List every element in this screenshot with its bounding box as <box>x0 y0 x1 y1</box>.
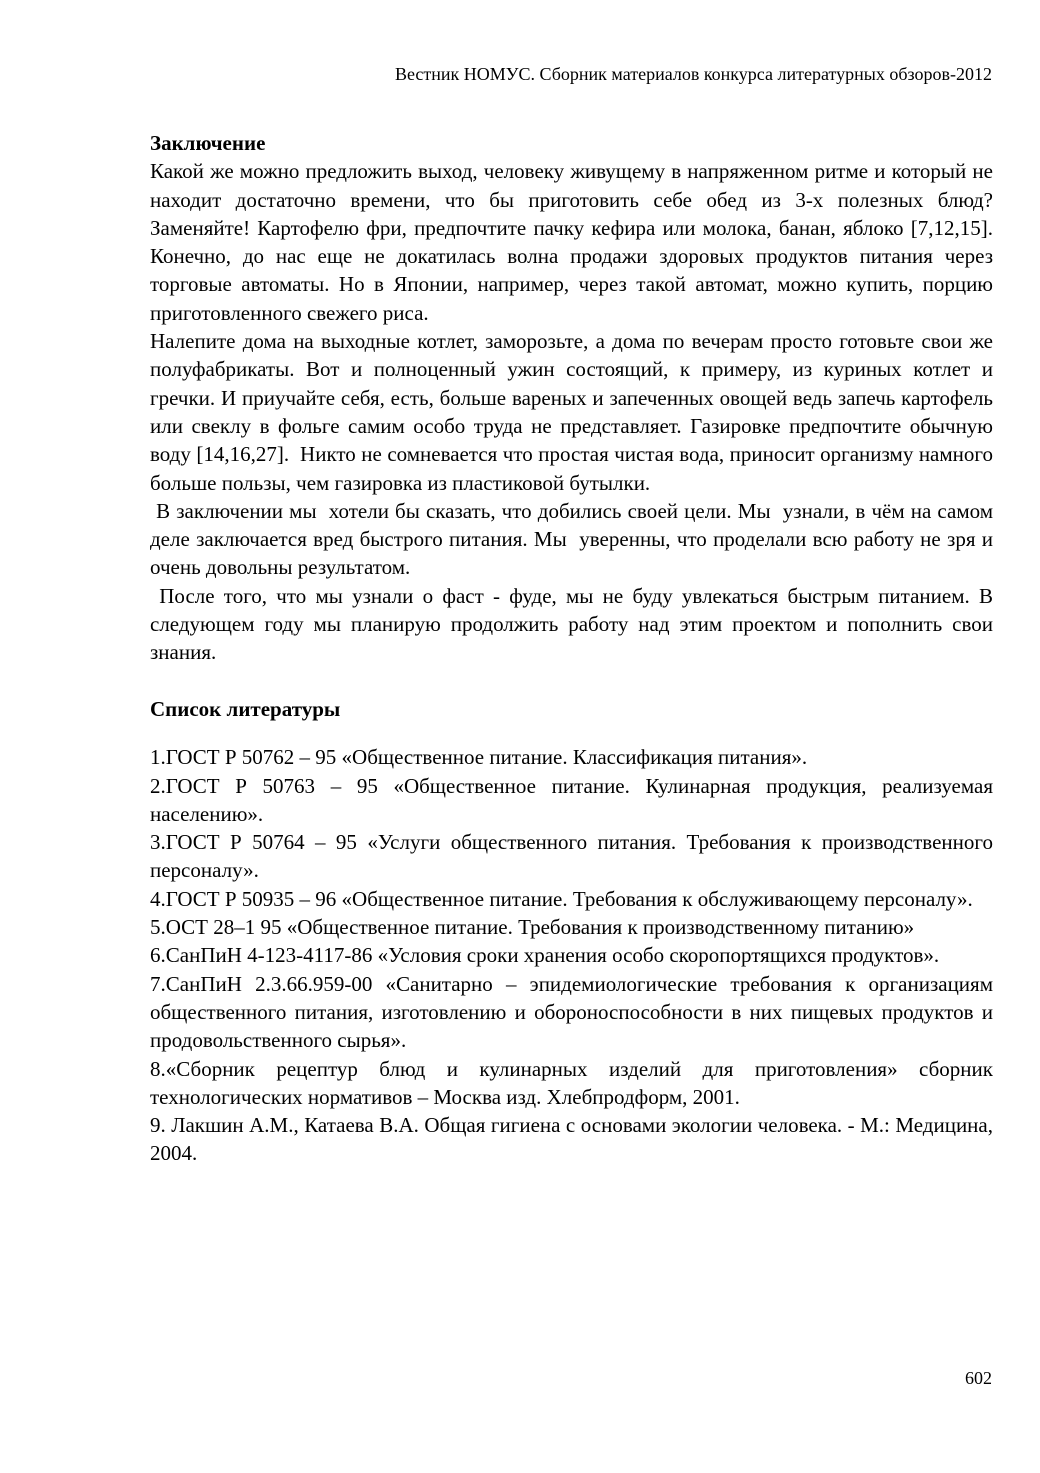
page-content <box>150 129 1004 1168</box>
reference-item-4: 4.ГОСТ Р 50935 – 96 «Общественное питание. Требования к обслуживающему персоналу». <box>150 886 973 911</box>
reference-item-5: 5.ОСТ 28–1 95 «Общественное питание. Требования к производственному питанию» <box>150 915 915 940</box>
conclusion-paragraph-4: После того, что мы узнали о фаст - фуде, мы не буду увлекаться быстрым питанием. В следующем году мы планирую продолжить работу над этим проектом и пополнить свои знания. <box>150 583 999 665</box>
references-heading: Список литературы <box>150 696 341 721</box>
reference-item-9: 9. Лакшин А.М., Катаева В.А. Общая гигиена с основами экологии человека. - М.: Медицина, 2004. <box>150 1113 993 1166</box>
conclusion-paragraph-1: Какой же можно предложить выход, человеку живущему в напряженном ритме и который не находит достаточно времени, что бы приготовить себе обед из 3-х полезных блюд? Заменяйте! Картофелю фри, предпочтите пачку кефира или молока, банан, яблоко [7,12,15]. Конечно, до нас еще не докатилась волна продажи здоровых продуктов питания через торговые автоматы. Но в Японии, например, через такой автомат, можно купить, порцию приготовленного свежего риса. <box>150 159 1004 325</box>
reference-item-8: 8.«Сборник рецептур блюд и кулинарных изделий для приготовления» сборник технологических нормативов – Москва изд. Хлебпродформ, 2001. <box>150 1056 993 1109</box>
reference-list <box>150 743 993 1167</box>
conclusion-paragraph-2: Налепите дома на выходные котлет, заморозьте, а дома по вечерам просто готовьте свои же полуфабрикаты. Вот и полноценный ужин состоящий, к примеру, из куриных котлет и гречки. И приучайте себя, есть, больше вареных и запеченных овощей ведь запечь картофель или свеклу в фольге самим особо труда не представляет. Газировке предпочтите обычную воду [14,16,27]. Никто не сомневается что простая чистая вода, приносит организму намного больше пользы, чем газировка из пластиковой бутылки. <box>150 329 999 495</box>
page-number: 602 <box>965 1368 992 1388</box>
reference-item-6: 6.СанПиН 4-123-4117-86 «Условия сроки хранения особо скоропортящихся продуктов». <box>150 943 940 968</box>
conclusion-paragraph-3: В заключении мы хотели бы сказать, что добились своей цели. Мы узнали, в чём на самом деле заключается вред быстрого питания. Мы уверенны, что проделали всю работу не зря и очень довольны результатом. <box>150 498 999 580</box>
reference-item-1: 1.ГОСТ Р 50762 – 95 «Общественное питание. Классификация питания». <box>150 745 808 770</box>
references-spacer <box>150 723 993 743</box>
section-spacer <box>150 667 993 695</box>
reference-item-7: 7.СанПиН 2.3.66.959-00 «Санитарно – эпидемиологические требования к организациям общественного питания, изготовлению и обороноспособности в них пищевых продуктов и продовольственного сырья». <box>150 971 993 1053</box>
reference-item-3: 3.ГОСТ Р 50764 – 95 «Услуги общественного питания. Требования к производственного персоналу». <box>150 830 993 883</box>
running-header: Вестник НОМУС. Сборник материалов конкурса литературных обзоров-2012 <box>394 64 992 84</box>
conclusion-heading: Заключение <box>150 131 266 155</box>
reference-item-2: 2.ГОСТ Р 50763 – 95 «Общественное питание. Кулинарная продукция, реализуемая населению». <box>150 773 993 826</box>
